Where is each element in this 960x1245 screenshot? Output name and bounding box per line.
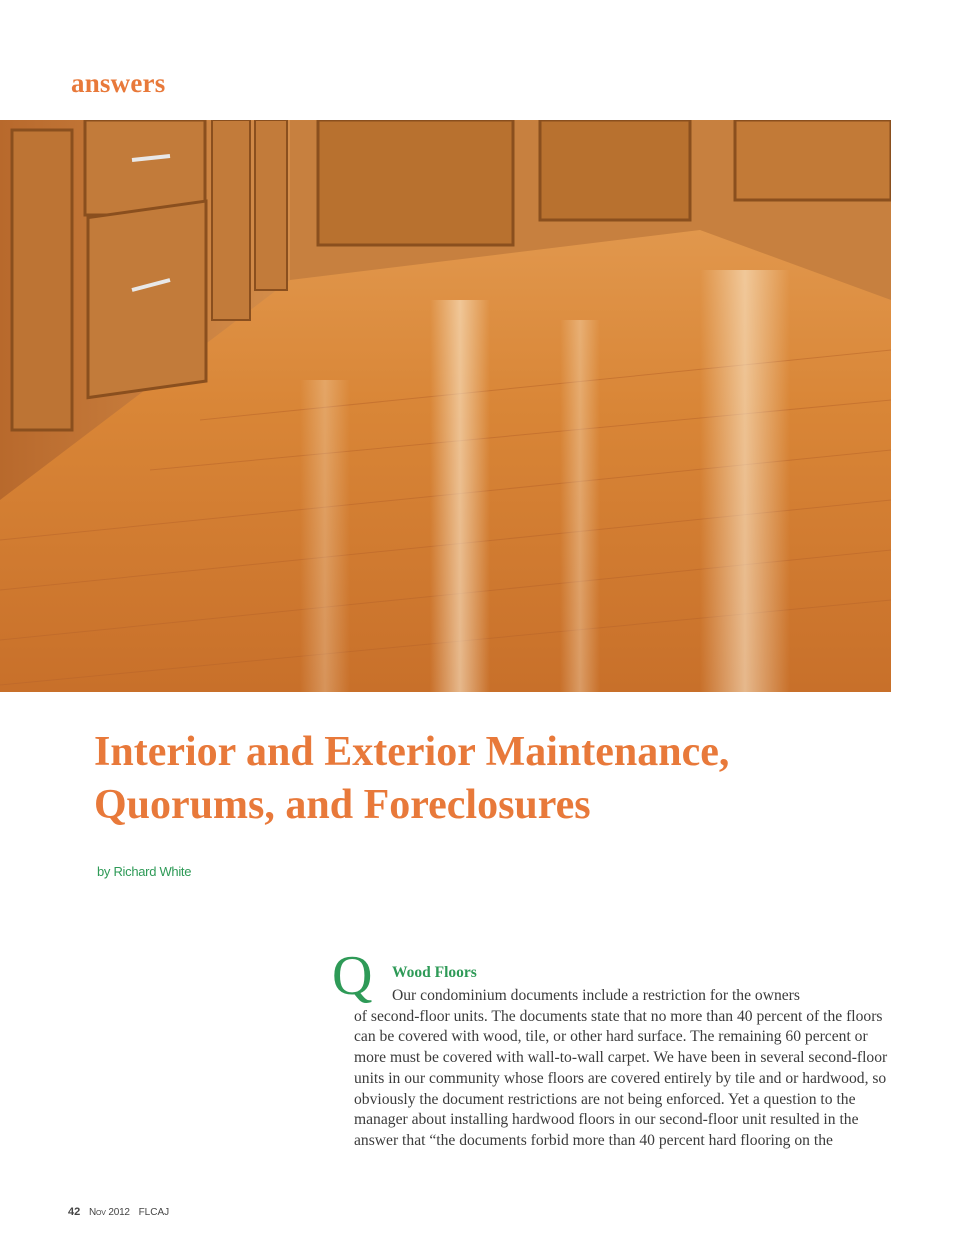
question-body <box>354 986 894 1152</box>
hardwood-floor-kitchen-photo <box>0 120 891 692</box>
article-title <box>94 726 894 832</box>
page-number: 42 <box>68 1206 81 1218</box>
section-label: answers <box>71 68 166 98</box>
question-heading: Wood Floors <box>392 964 477 981</box>
question-first-line: Our condominium documents include a restriction for the owners <box>392 987 800 1004</box>
publication-name: FLCAJ <box>138 1207 170 1218</box>
page-footer <box>68 1206 169 1218</box>
dropcap: Q <box>332 945 373 1007</box>
question-text: of second-floor units. The documents state that no more than 40 percent of the floors can be covered with wood, tile, or other hard surface. The remaining 60 percent or more must be covered with wall-to-wall carpet. We have been in several second-floor units in our community whose floors are covered entirely by tile and or hardwood, so obviously the document restrictions are not being enforced. Yet a question to the manager about installing hardwood floors in our second-floor unit resulted in the answer that “the documents forbid more than 40 percent hard flooring on the <box>354 1007 888 1149</box>
title-line-2: Quorums, and Foreclosures <box>94 782 591 828</box>
issue-date: Nov 2012 <box>89 1207 130 1218</box>
title-line-1: Interior and Exterior Maintenance, <box>94 729 730 775</box>
byline: by Richard White <box>97 864 192 879</box>
